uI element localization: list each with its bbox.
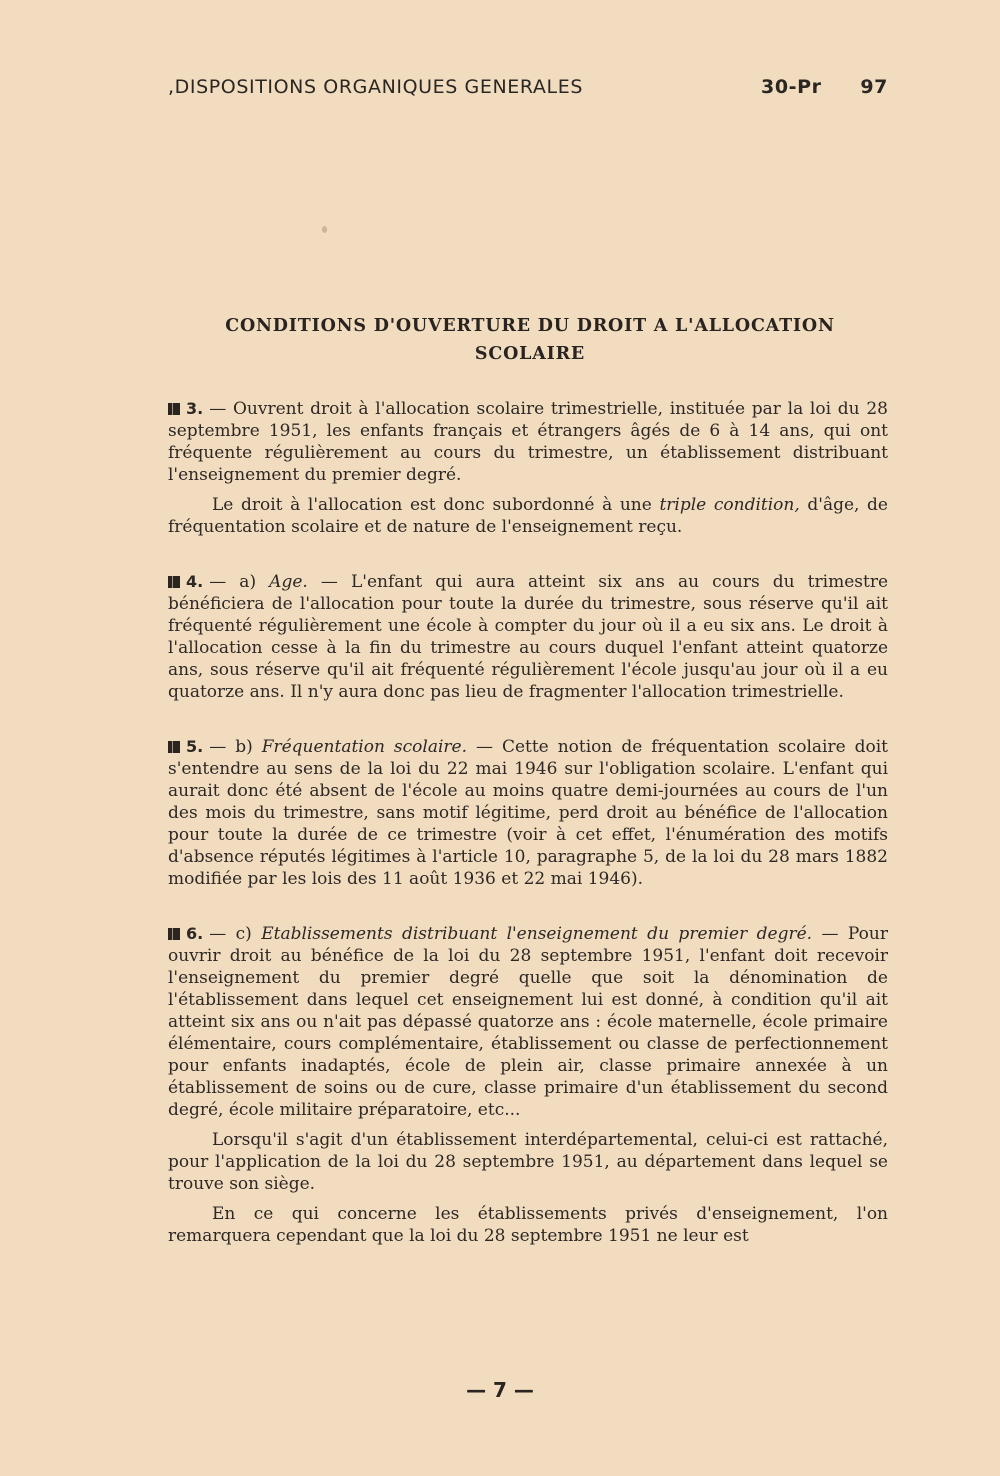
square-bullet-icon [168, 576, 180, 588]
square-bullet-icon [168, 403, 180, 415]
paragraph-4 [168, 571, 888, 703]
paragraph-spacer [168, 538, 888, 571]
section-title [168, 312, 892, 368]
paragraph-spacer [168, 890, 888, 923]
paragraph-5-text: — Cette notion de fréquentation scolaire doit s'entendre au sens de la loi du 22 mai 1946 sur l'obligation scolaire. L'enfant qui aurait donc été absent de l'école au moins quatre demi-journées au cours de l'un des mois du trimestre, sans motif légitime, perd droit au bénéfice de l'allocation pour toute la durée de ce trimestre (voir à cet effet, l'énumération des motifs d'absence réputés légitimes à l'article 10, paragraphe 5, de la loi du 28 mars 1882 modifiée par les lois des 11 août 1936 et 22 mai 1946). [168, 737, 889, 889]
paragraph-6-followup-1: Lorsqu'il s'agit d'un établissement interdépartemental, celui-ci est rattaché, pour l'application de la loi du 28 septembre 1951, au département dans lequel se trouve son siège. [168, 1130, 888, 1194]
page-footer-number: — 7 — [466, 1378, 534, 1402]
section-title-line-1: CONDITIONS D'OUVERTURE DU DROIT A L'ALLOCATION [225, 316, 835, 336]
paragraph-number: 6. [186, 924, 204, 943]
paragraph-number: 4. [186, 572, 204, 591]
header-code: 30-Pr [761, 76, 822, 98]
paragraph-number: 5. [186, 737, 204, 756]
paragraph-6 [168, 923, 888, 1121]
paragraph-3-followup [168, 494, 888, 538]
square-bullet-icon [168, 741, 180, 753]
paragraph-4-prefix: — a) [209, 572, 270, 592]
paragraph-5 [168, 736, 888, 890]
followup-text-before: Le droit à l'allocation est donc subordonné à une [212, 495, 660, 515]
paragraph-5-heading: Fréquentation scolaire. [261, 737, 467, 757]
section-title-line-2: SCOLAIRE [474, 344, 586, 364]
paragraph-4-text: — L'enfant qui aura atteint six ans au cours du trimestre bénéficiera de l'allocation pour toute la durée du trimestre, sous réserve qu'il ait fréquenté régulièrement une école à compter du jour où il a eu six ans. Le droit à l'allocation cesse à la fin du trimestre au cours duquel l'enfant atteint quatorze ans, sous réserve qu'il ait fréquenté régulièrement l'école jusqu'au jour où il a eu quatorze ans. Il n'y aura donc pas lieu de fragmenter l'allocation trimestrielle. [168, 572, 889, 702]
paragraph-5-prefix: — b) [209, 737, 262, 757]
header-title: ,DISPOSITIONS ORGANIQUES GENERALES [168, 76, 583, 98]
paragraph-3-text: — Ouvrent droit à l'allocation scolaire trimestrielle, instituée par la loi du 28 septembre 1951, les enfants français et étrangers âgés de 6 à 14 ans, qui ont fréquente régulièrement au cours du trimestre, un établissement distribuant l'enseignement du premier degré. [168, 399, 888, 485]
paragraph-4-heading: Age. [269, 572, 308, 592]
paragraph-spacer [168, 703, 888, 736]
body-text [168, 398, 888, 1247]
followup-text-after: d'âge, de fréquentation scolaire et de nature de l'enseignement reçu. [168, 495, 888, 537]
followup-emphasis: triple condition, [659, 495, 800, 515]
paragraph-6-prefix: — c) [209, 924, 262, 944]
running-header [168, 76, 892, 104]
paragraph-6-text: — Pour ouvrir droit au bénéfice de la loi du 28 septembre 1951, l'enfant doit recevoir l'enseignement du premier degré quelle que soit la dénomination de l'établissement dans lequel cet enseignement lui est donné, à condition qu'il ait atteint six ans ou n'ait pas dépassé quatorze ans : école maternelle, école primaire élémentaire, cours complémentaire, établissement ou classe de perfectionnement pour enfants inadaptés, école de plein air, classe primaire annexée à un établissement de soins ou de cure, classe primaire d'un établissement du second degré, école militaire préparatoire, etc... [168, 924, 888, 1120]
paragraph-6-followup-2: En ce qui concerne les établissements privés d'enseignement, l'on remarquera cependant que la loi du 28 septembre 1951 ne leur est [168, 1204, 888, 1246]
paragraph-6-heading: Etablissements distribuant l'enseignement du premier degré. [261, 924, 813, 944]
paragraph-3 [168, 398, 888, 486]
paper-speck [322, 226, 327, 233]
square-bullet-icon [168, 928, 180, 940]
header-page-number: 97 [860, 76, 888, 98]
paragraph-number: 3. [186, 399, 204, 418]
